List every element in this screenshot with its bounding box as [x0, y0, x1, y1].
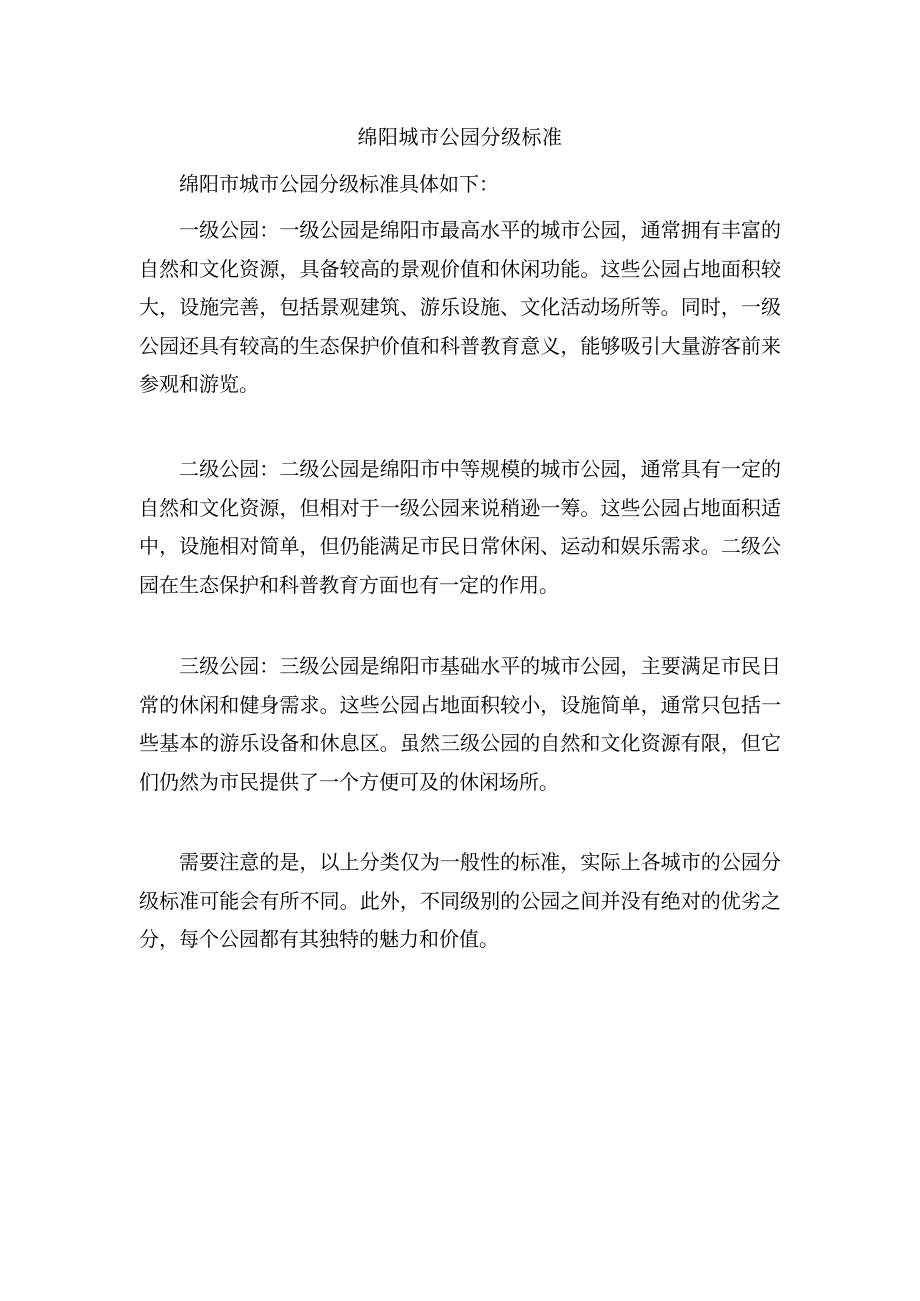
document-title: 绵阳城市公园分级标准	[357, 125, 563, 149]
level-two-park-paragraph: 二级公园：二级公园是绵阳市中等规模的城市公园，通常具有一定的自然和文化资源，但相对于一级公园来说稍逊一筹。这些公园占地面积适中，设施相对简单，但仍能满足市民日常休闲、运动和娱乐需求。二级公园在生态保护和科普教育方面也有一定的作用。	[139, 457, 781, 597]
intro-paragraph: 绵阳市城市公园分级标准具体如下：	[179, 172, 499, 196]
level-one-park-paragraph: 一级公园：一级公园是绵阳市最高水平的城市公园，通常拥有丰富的自然和文化资源，具备较高的景观价值和休闲功能。这些公园占地面积较大，设施完善，包括景观建筑、游乐设施、文化活动场所等。同时，一级公园还具有较高的生态保护价值和科普教育意义，能够吸引大量游客前来参观和游览。	[139, 218, 781, 397]
level-three-park-paragraph: 三级公园：三级公园是绵阳市基础水平的城市公园，主要满足市民日常的休闲和健身需求。这些公园占地面积较小，设施简单，通常只包括一些基本的游乐设备和休息区。虽然三级公园的自然和文化资源有限，但它们仍然为市民提供了一个方便可及的休闲场所。	[139, 654, 781, 794]
note-paragraph: 需要注意的是，以上分类仅为一般性的标准，实际上各城市的公园分级标准可能会有所不同。此外，不同级别的公园之间并没有绝对的优劣之分，每个公园都有其独特的魅力和价值。	[139, 850, 781, 952]
